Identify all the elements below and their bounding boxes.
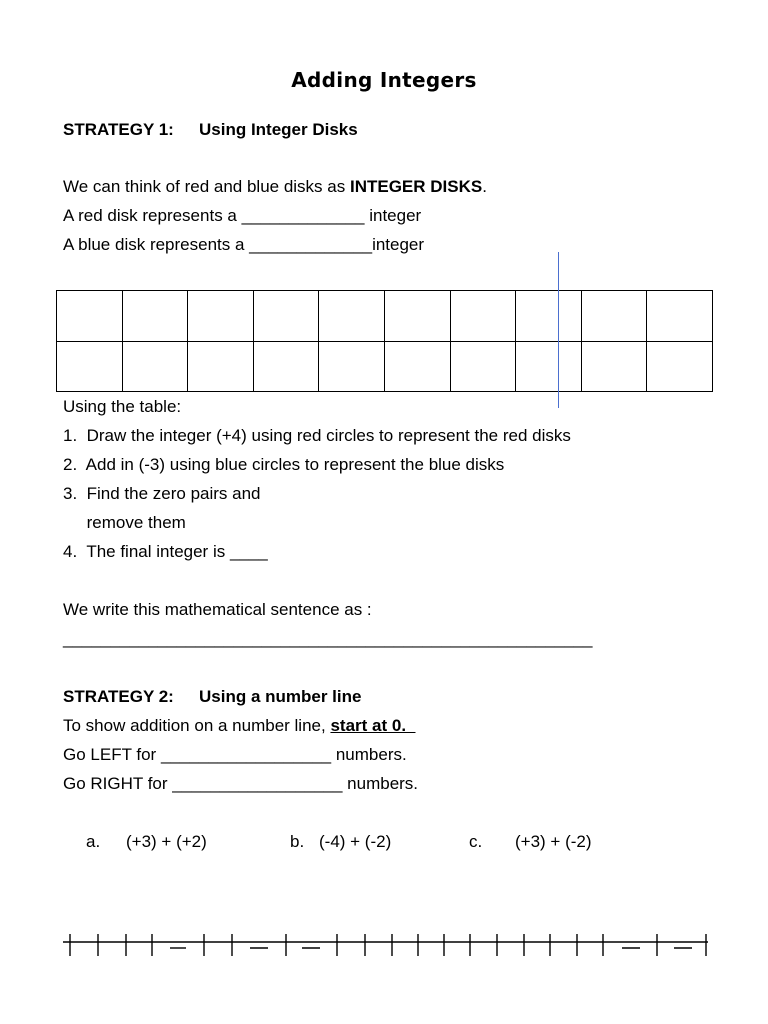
strategy1-label: STRATEGY 1: <box>63 120 174 139</box>
go-left-line: Go LEFT for __________________ numbers. <box>63 745 407 764</box>
sentence-answer-line: ________________________________________________________ <box>63 629 593 648</box>
strategy2-label: STRATEGY 2: <box>63 687 174 706</box>
table-row <box>57 341 713 392</box>
table-cell <box>188 291 254 342</box>
start-at-zero: start at 0. <box>330 716 416 735</box>
text-cursor-line <box>558 252 559 408</box>
instruction-step-1: 1. Draw the integer (+4) using red circles to represent the red disks <box>63 426 571 445</box>
red-disk-line: A red disk represents a _____________ integer <box>63 206 422 225</box>
table-row <box>57 291 713 342</box>
table-cell <box>516 291 582 342</box>
table-cell <box>450 341 516 392</box>
table-cell <box>319 291 385 342</box>
intro-prefix: We can think of red and blue disks as <box>63 177 350 196</box>
problem-c-letter: c. <box>469 832 483 851</box>
instruction-step-3: 3. Find the zero pairs and <box>63 484 261 503</box>
table-cell <box>516 341 582 392</box>
instruction-step-2: 2. Add in (-3) using blue circles to represent the blue disks <box>63 455 505 474</box>
problem-c-expr: (+3) + (-2) <box>515 832 592 851</box>
problem-b-expr: (-4) + (-2) <box>319 832 392 851</box>
table-cell <box>581 341 647 392</box>
intro-bold: INTEGER DISKS <box>349 177 483 196</box>
table-cell <box>647 341 713 392</box>
page-title: Adding Integers <box>291 68 477 92</box>
table-cell <box>122 291 188 342</box>
instructions-heading: Using the table: <box>63 397 182 416</box>
strategy2-name: Using a number line <box>199 687 362 706</box>
table-cell <box>253 291 319 342</box>
problem-b-letter: b. <box>290 832 305 851</box>
table-cell <box>647 291 713 342</box>
strategy1-intro <box>63 177 487 197</box>
table-cell <box>319 341 385 392</box>
strategy1-name: Using Integer Disks <box>199 120 358 139</box>
table-cell <box>384 291 450 342</box>
sentence-label: We write this mathematical sentence as : <box>63 600 372 619</box>
instruction-step-4: 4. The final integer is ____ <box>63 542 268 561</box>
blue-disk-line: A blue disk represents a _____________integer <box>63 235 425 254</box>
instruction-step-3-cont: remove them <box>63 513 186 532</box>
problem-a-letter: a. <box>86 832 101 851</box>
strategy2-intro <box>63 716 416 736</box>
problem-a-expr: (+3) + (+2) <box>126 832 207 851</box>
integer-disk-table <box>56 290 713 392</box>
table-cell <box>188 341 254 392</box>
number-line-ticks <box>70 934 706 956</box>
intro-suffix: . <box>482 177 487 196</box>
number-line <box>0 930 768 970</box>
table-cell <box>57 291 123 342</box>
table-cell <box>384 341 450 392</box>
table-cell <box>581 291 647 342</box>
table-cell <box>253 341 319 392</box>
go-right-line: Go RIGHT for __________________ numbers. <box>63 774 419 793</box>
strategy2-intro-prefix: To show addition on a number line, <box>63 716 331 735</box>
table-cell <box>57 341 123 392</box>
table-cell <box>450 291 516 342</box>
table-cell <box>122 341 188 392</box>
